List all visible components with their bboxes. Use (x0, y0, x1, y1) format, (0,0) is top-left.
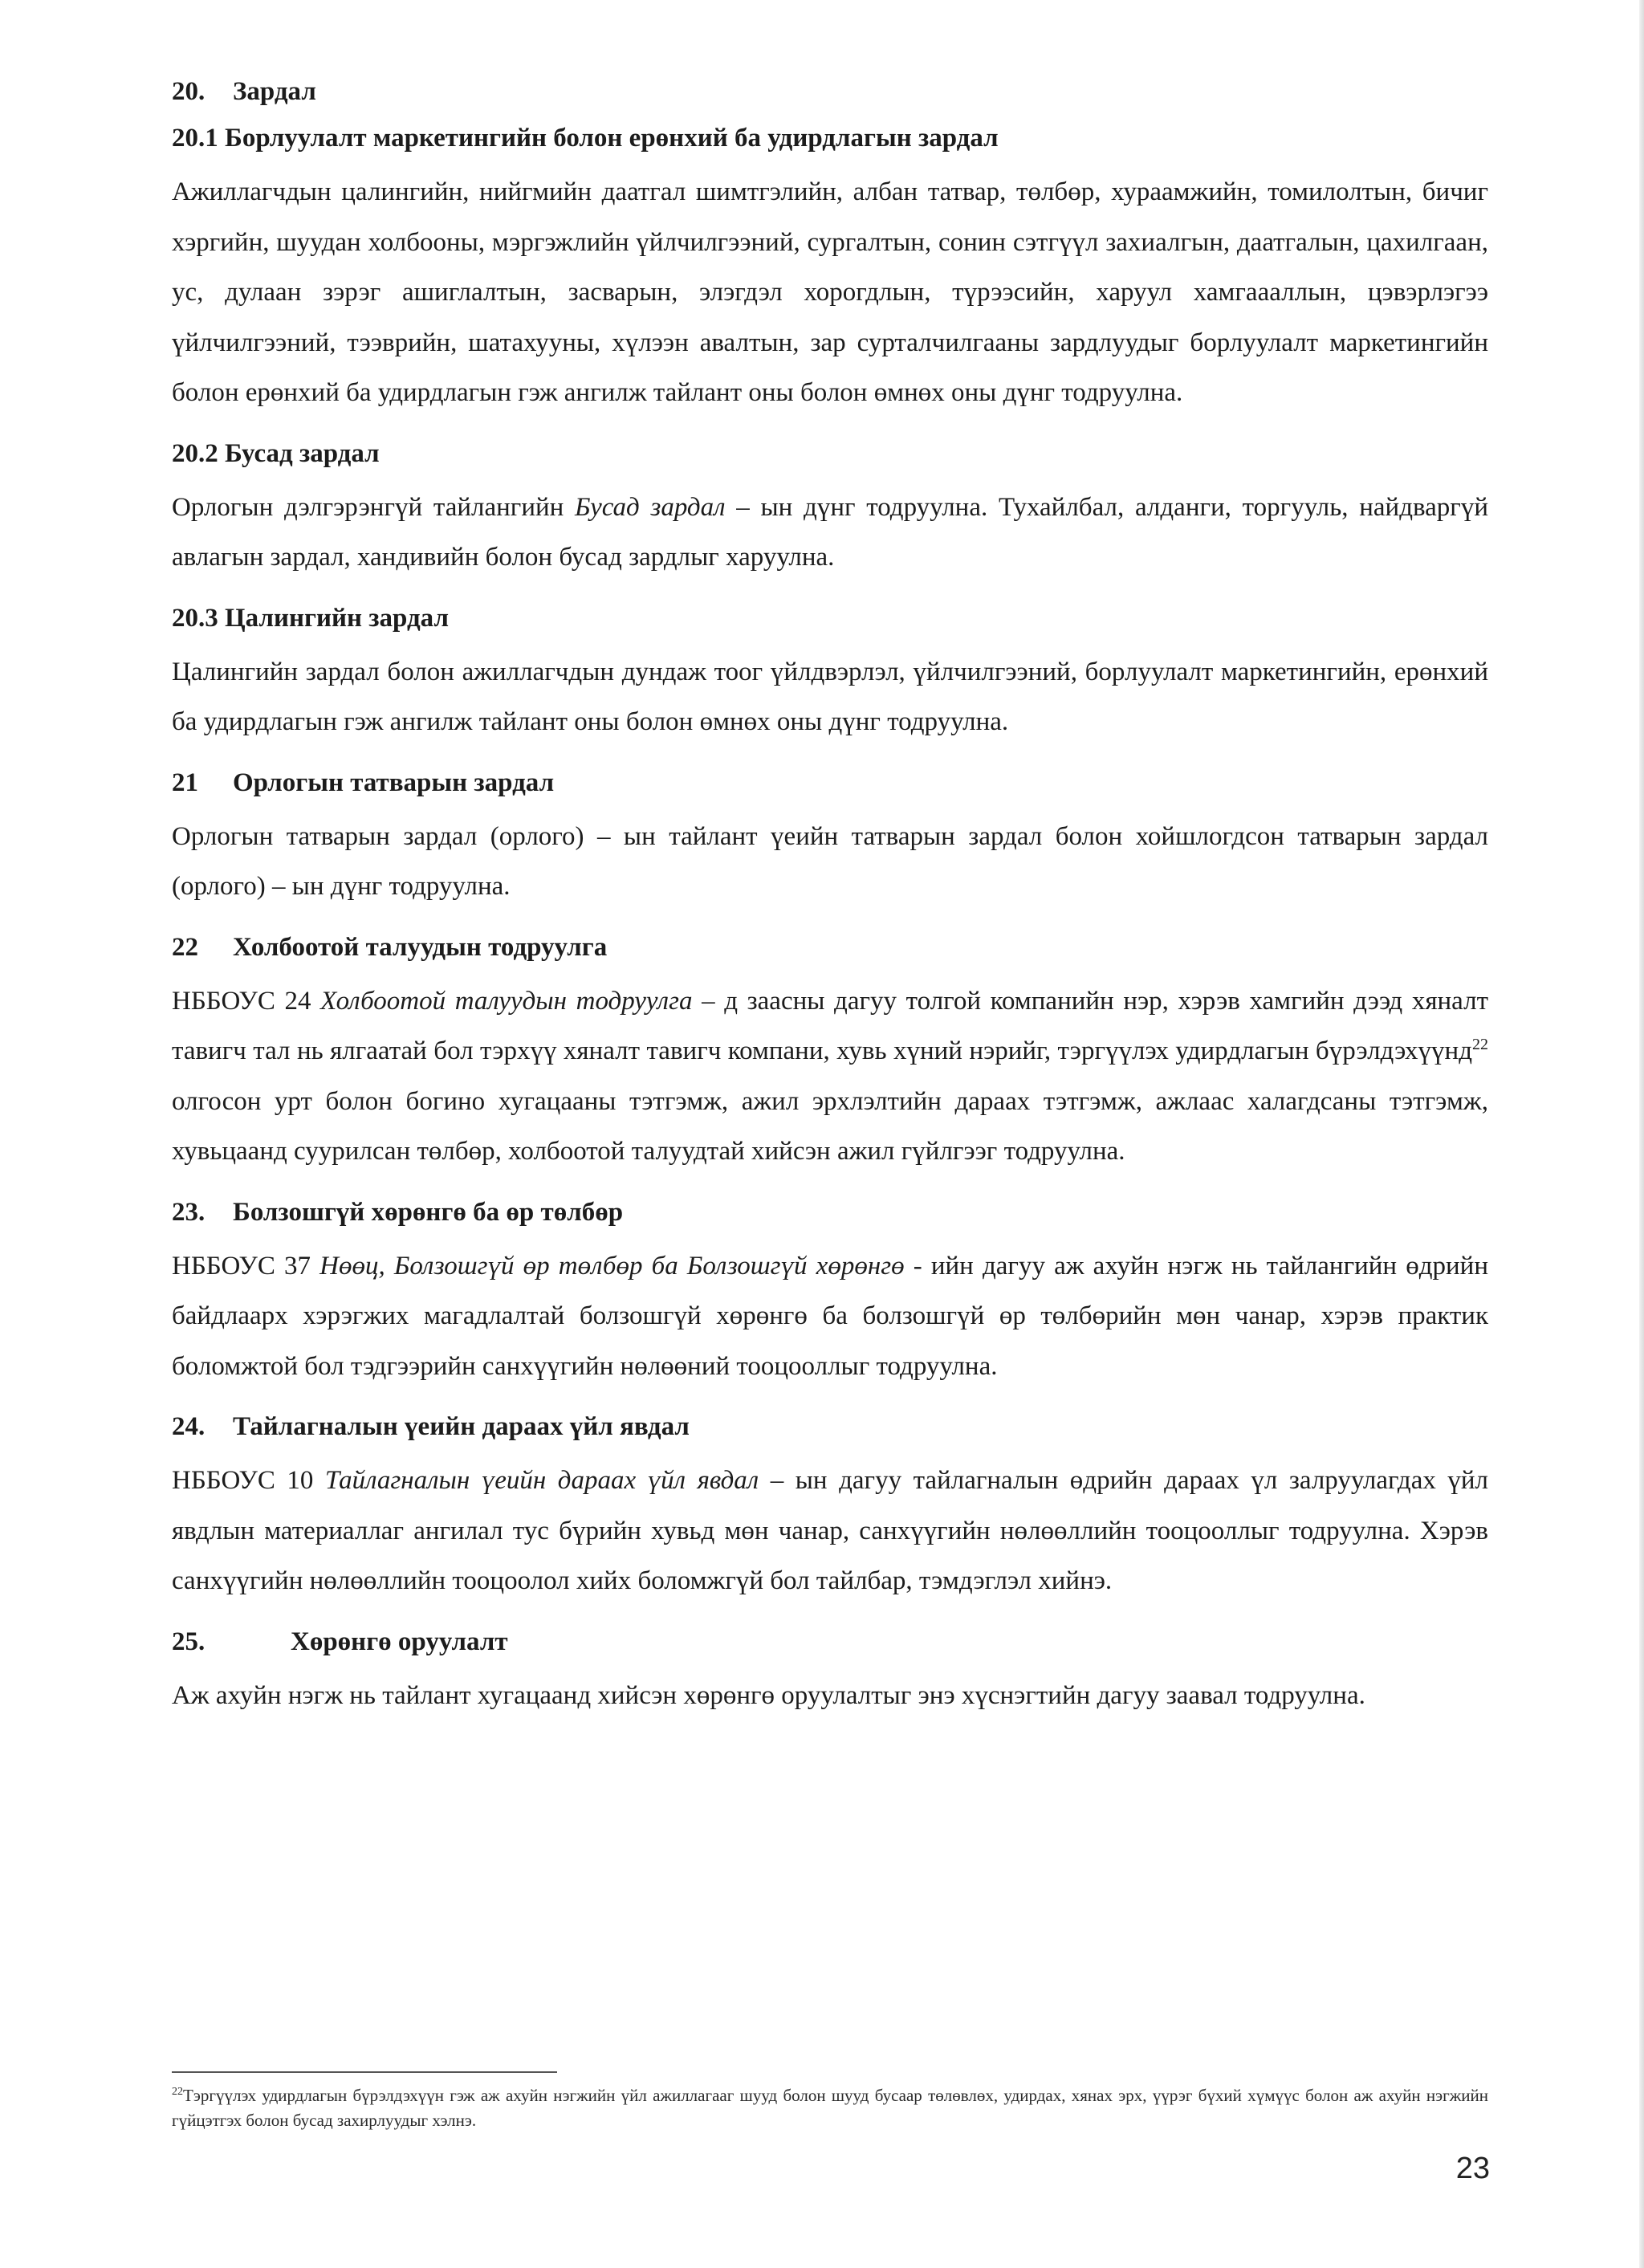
section-24-heading (172, 1409, 1488, 1444)
footnote-separator (172, 2071, 557, 2073)
section-title: Тайлагналын үеийн дараах үйл явдал (233, 1412, 690, 1441)
section-title: Зардал (233, 77, 316, 106)
text-segment: – д заасны дагуу толгой компанийн нэр, хэрэв хамгийн дээд хяналт тавигч тал нь ялгаатай бол тэрхүү хяналт тавигч компани, хувь хүний нэрийг, тэргүүлэх удирдлагын бүрэлдэхүүнд (172, 986, 1488, 1065)
italic-reference: Тайлагналын үеийн дараах үйл явдал (324, 1466, 759, 1495)
footnote-reference[interactable]: 22 (1472, 1036, 1488, 1053)
section-title: Хөрөнгө оруулалт (291, 1627, 508, 1656)
text-segment: – ын дүнг тодруулна. Тухайлбал, алданги, торгууль, найдваргүй авлагын зардал, хандивийн болон бусад зардлыг харуулна. (172, 492, 1488, 572)
section-number: 23. (172, 1197, 206, 1227)
section-number: 21 (172, 768, 198, 797)
section-20-2-heading: 20.2 Бусад зардал (172, 438, 380, 468)
section-20-1-heading: 20.1 Борлуулалт маркетингийн болон ерөнхий ба удирдлагын зардал (172, 124, 999, 153)
text-segment: НББОУС 24 (172, 986, 321, 1016)
section-21-text: Орлогын татварын зардал (орлого) – ын тайлант үеийн татварын зардал болон хойшлогдсон татварын зардал (орлого) – ын дүнг тодруулна. (172, 821, 1488, 901)
text-segment: – ын дагуу тайлагналын өдрийн дараах үл залруулагдах үйл явдлын материаллаг ангилал тус бүрийн хувьд мөн чанар, санхүүгийн нөлөөллийн тооцооллыг тодруулна. Хэрэв санхүүгийн нөлөөллийн тооцоолол хийх боломжгүй бол тайлбар, тэмдэглэл хийнэ. (172, 1466, 1489, 1595)
section-20-2-text (172, 483, 1488, 583)
section-21-heading (172, 765, 1488, 800)
page-edge (1639, 0, 1644, 2268)
italic-reference: Нөөц, Болзошгүй өр төлбөр ба Болзошгүй хөрөнгө (319, 1251, 905, 1281)
italic-reference: Бусад зардал (575, 492, 726, 522)
text-segment: Орлогын дэлгэрэнгүй тайлангийн (172, 492, 576, 522)
section-title: Орлогын татварын зардал (233, 768, 555, 797)
section-title: Болзошгүй хөрөнгө ба өр төлбөр (233, 1197, 624, 1227)
document-body (172, 74, 1488, 1738)
section-23-text (172, 1241, 1488, 1392)
page-number: 23 (1455, 2152, 1490, 2185)
section-23-heading (172, 1195, 1488, 1230)
text-segment: НББОУС 10 (172, 1466, 325, 1495)
section-20-1-text: Ажиллагчдын цалингийн, нийгмийн даатгал шимтгэлийн, албан татвар, төлбөр, хураамжийн, томилолтын, бичиг хэргийн, шуудан холбооны, мэргэжлийн үйлчилгээний, сургалтын, сонин сэтгүүл захиалгын, даатгалын, цахилгаан, ус, дулаан зэрэг ашиглалтын, засварын, элэгдэл хорогдлын, түрээсийн, харуул хамгаааллын, цэвэрлэгээ үйлчилгээний, тээврийн, шатахууны, хүлээн авалтын, зар сурталчилгааны зардлуудыг борлуулалт маркетингийн болон ерөнхий ба удирдлагын гэж ангилж тайлант оны болон өмнөх оны дүнг тодруулна. (172, 177, 1488, 407)
section-25-heading (172, 1624, 1488, 1659)
text-segment: НББОУС 37 (172, 1251, 320, 1281)
text-segment: олгосон урт болон богино хугацааны тэтгэмж, ажил эрхлэлтийн дараах тэтгэмж, ажлаас халагдсаны тэтгэмж, хувьцаанд суурилсан төлбөр, холбоотой талуудтай хийсэн ажил гүйлгээг тодруулна. (172, 1086, 1488, 1166)
footnote-text: Тэргүүлэх удирдлагын бүрэлдэхүүн гэж аж ахуйн нэгжийн үйл ажиллагааг шууд болон шууд бусаар төлөвлөх, удирдах, хянах эрх, үүрэг бүхий хүмүүс болон аж ахуйн нэгжийн гүйцэтгэх болон бусад захирлуудыг хэлнэ. (172, 2086, 1488, 2130)
section-20-heading (172, 74, 1488, 109)
italic-reference: Холбоотой талуудын тодруулга (320, 986, 693, 1016)
text-segment: - ийн дагуу аж ахуйн нэгж нь тайлангийн өдрийн байдлаарх хэрэгжих магадлалтай болзошгүй хөрөнгө ба болзошгүй өр төлбөрийн мөн чанар, хэрэв практик боломжтой бол тэдгээрийн санхүүгийн нөлөөний тооцооллыг тодруулна. (172, 1251, 1488, 1381)
section-number: 24. (172, 1412, 206, 1441)
section-25-text: Аж ахуйн нэгж нь тайлант хугацаанд хийсэн хөрөнгө оруулалтыг энэ хүснэгтийн дагуу заавал тодруулна. (172, 1680, 1365, 1710)
section-20-3-heading: 20.3 Цалингийн зардал (172, 603, 449, 633)
section-title: Холбоотой талуудын тодруулга (233, 932, 608, 962)
section-24-text (172, 1456, 1488, 1606)
section-22-text (172, 976, 1488, 1177)
section-22-heading (172, 930, 1488, 965)
section-20-3-text: Цалингийн зардал болон ажиллагчдын дундаж тоог үйлдвэрлэл, үйлчилгээний, борлуулалт маркетингийн, ерөнхий ба удирдлагын гэж ангилж тайлант оны болон өмнөх оны дүнг тодруулна. (172, 657, 1488, 736)
footnote-marker: 22 (172, 2086, 183, 2098)
footnote (172, 2079, 1488, 2133)
section-number: 20. (172, 77, 206, 106)
section-number: 25. (172, 1627, 206, 1656)
section-number: 22 (172, 932, 198, 962)
